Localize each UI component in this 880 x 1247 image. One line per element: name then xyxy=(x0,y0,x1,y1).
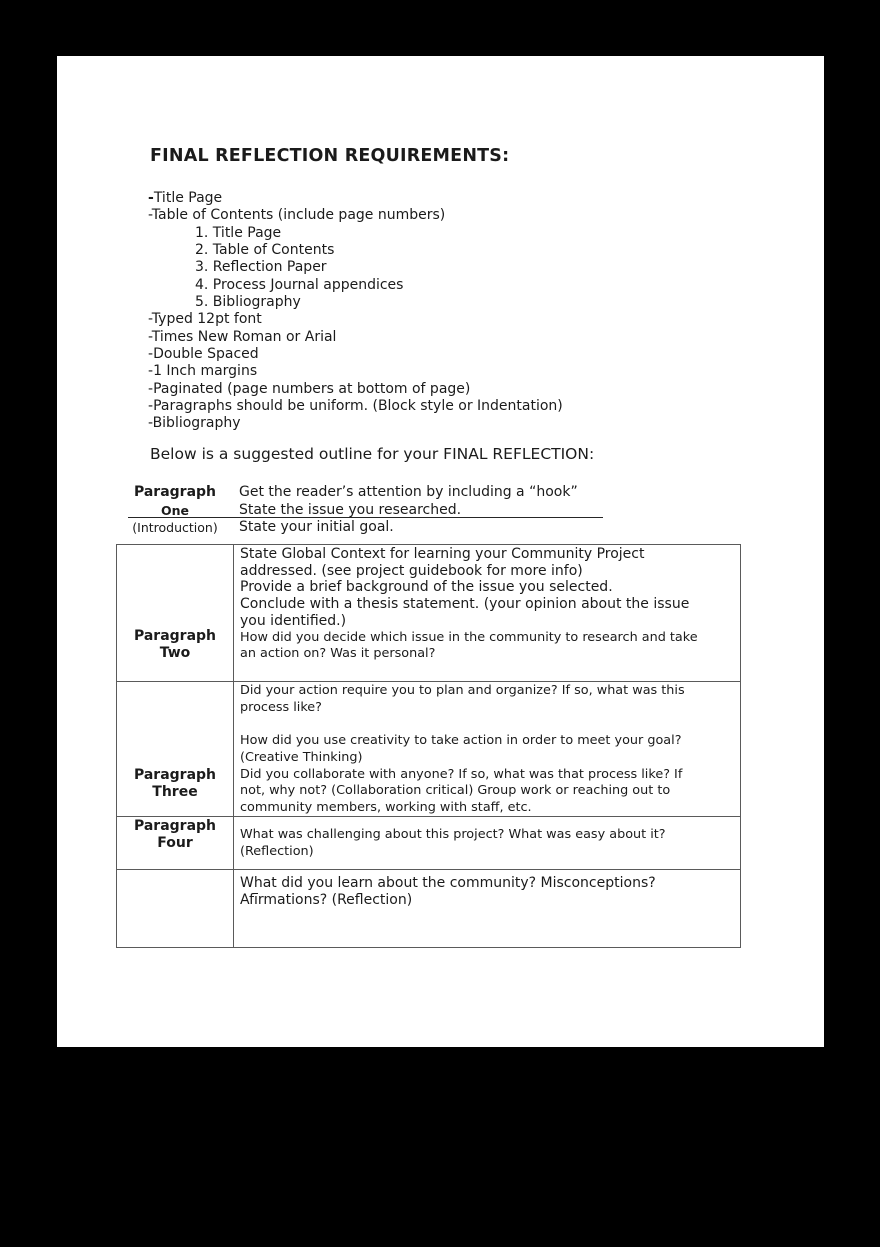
requirement-item: -1 Inch margins xyxy=(148,363,258,380)
outline-table xyxy=(116,544,741,948)
table-cell-line: (Reflection) xyxy=(240,843,314,859)
paragraph-label-line: Three xyxy=(152,783,198,800)
paragraph-label xyxy=(117,817,233,869)
dash-bullet: - xyxy=(148,311,152,328)
table-cell-line: Afīrmations? (Reflection) xyxy=(240,891,413,908)
dash-bullet: - xyxy=(148,398,154,415)
table-cell-line: addressed. (see project guidebook for more info) xyxy=(240,562,583,579)
requirement-item: 3. Reflection Paper xyxy=(195,259,327,276)
requirement-item: 4. Process Journal appendices xyxy=(195,276,404,293)
requirement-item: -Typed 12pt font xyxy=(148,311,262,328)
paragraph-label-line: Four xyxy=(157,834,193,851)
paragraph-label-line: Paragraph xyxy=(133,767,217,783)
outline-header-row xyxy=(57,484,757,502)
requirement-item: -Times New Roman or Arial xyxy=(148,328,337,345)
dash-bullet: - xyxy=(148,190,154,206)
header-underline-rule xyxy=(128,517,603,518)
requirement-item: -Paginated (page numbers at bottom of page) xyxy=(148,380,471,397)
paragraph-label: (Introduction) xyxy=(132,520,218,535)
dash-bullet: - xyxy=(148,363,154,380)
requirement-item: 2. Table of Contents xyxy=(195,242,335,259)
table-cell-line: State Global Context for learning your Community Project xyxy=(240,546,645,562)
outline-point: State your initial goal. xyxy=(239,519,394,535)
paragraph-label: Paragraph xyxy=(133,484,217,500)
dash-bullet: - xyxy=(148,207,152,224)
table-cell-content xyxy=(233,870,740,948)
requirements-list xyxy=(148,190,563,433)
outline-intro-text: Below is a suggested outline for your FINAL REFLECTION: xyxy=(150,445,595,463)
table-cell-line: not, why not? (Collaboration critical) Group work or reaching out to xyxy=(240,783,671,799)
table-row xyxy=(117,816,740,869)
dash-bullet: - xyxy=(148,346,154,363)
table-cell-line: How did you decide which issue in the community to research and take xyxy=(240,629,698,645)
table-cell-content xyxy=(233,817,740,869)
requirement-item: 1. Title Page xyxy=(195,224,282,241)
document-page xyxy=(57,56,824,1047)
table-cell-line: an action on? Was it personal? xyxy=(240,646,436,662)
table-cell-line: community members, working with staff, etc. xyxy=(240,799,532,815)
requirement-item: -Bibliography xyxy=(148,415,241,432)
requirement-item: -Table of Contents (include page numbers) xyxy=(148,207,446,224)
table-cell-line: What was challenging about this project? What was easy about it? xyxy=(240,827,666,842)
table-cell-line: (Creative Thinking) xyxy=(240,749,363,765)
table-cell-line: What did you learn about the community? Misconceptions? xyxy=(240,875,656,891)
requirement-item: -Double Spaced xyxy=(148,346,259,363)
table-row xyxy=(117,869,740,948)
table-row xyxy=(117,681,740,816)
outline-point: Get the reader’s attention by including a “hook” xyxy=(239,484,578,500)
table-cell-line: process like? xyxy=(240,699,322,715)
outline-header-row xyxy=(57,519,757,537)
document-title: FINAL REFLECTION REQUIREMENTS: xyxy=(150,146,510,166)
requirement-item: 5. Bibliography xyxy=(195,294,301,311)
dash-bullet: - xyxy=(148,328,152,345)
paragraph-label-line: Two xyxy=(159,644,191,661)
outline-header-rows xyxy=(57,484,757,537)
paragraph-label-line: Paragraph xyxy=(133,628,217,644)
dash-bullet: - xyxy=(148,380,154,397)
table-cell-line: Provide a brief background of the issue you selected. xyxy=(240,579,613,596)
table-cell-line: Did your action require you to plan and organize? If so, what was this xyxy=(240,683,685,698)
paragraph-label: One xyxy=(160,502,189,518)
table-cell-line: Conclude with a thesis statement. (your opinion about the issue xyxy=(240,596,690,613)
outline-point: State the issue you researched. xyxy=(239,501,462,518)
paragraph-label xyxy=(117,545,233,681)
paragraph-label xyxy=(117,682,233,816)
dash-bullet: - xyxy=(148,415,153,432)
table-cell-line: you identified.) xyxy=(240,612,347,629)
blank-line xyxy=(240,716,740,733)
requirement-item: -Title Page xyxy=(148,190,223,206)
table-cell-line: Did you collaborate with anyone? If so, what was that process like? If xyxy=(240,766,683,782)
table-cell-line: How did you use creativity to take action in order to meet your goal? xyxy=(240,733,682,749)
paragraph-label xyxy=(117,870,233,948)
table-cell-content xyxy=(233,682,740,816)
requirement-item: -Paragraphs should be uniform. (Block style or Indentation) xyxy=(148,398,563,415)
table-cell-content xyxy=(233,545,740,681)
table-row xyxy=(117,545,740,681)
paragraph-label-line: Paragraph xyxy=(133,818,217,834)
